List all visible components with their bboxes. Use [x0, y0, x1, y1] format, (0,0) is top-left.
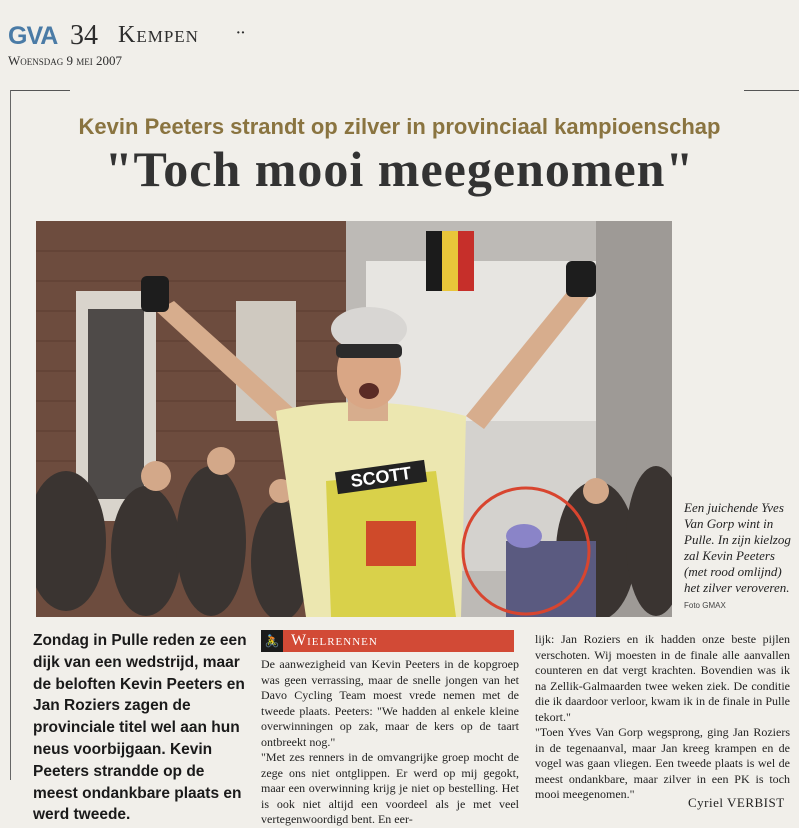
dateline: Woensdag 9 mei 2007	[8, 53, 123, 68]
caption-text: Een juichende Yves Van Gorp wint in Pulle. In zijn kielzog zal Kevin Peeters (met rood omlijnd) het zilver veroveren.	[684, 500, 791, 595]
article-photo	[36, 221, 672, 617]
cyclist-photo-illustration	[36, 221, 672, 617]
photo-caption	[684, 500, 796, 614]
body-paragraph: "Met zes renners in de omvangrijke groep mocht de zege ons niet ontglippen. Er werd op mij gegokt, maar een overwinning krijg je niet op bestelling. Het is ook niet altijd een voordeel als je met veel vertegenwoordigd bent. En eer-	[261, 750, 519, 826]
top-rule-right	[744, 90, 799, 91]
section-name: Kempen	[118, 22, 199, 48]
newspaper-logo: GVA	[8, 22, 58, 50]
rubric-bar	[261, 630, 514, 652]
article-lead: Zondag in Pulle reden ze een dijk van een wedstrijd, maar de beloften Kevin Peeters en Jan Roziers zagen de provinciale titel wel aan hun neus voorbijgaan. Kevin Peeters strandde op de meest ondankbare plaats en werd tweede.	[33, 632, 247, 824]
body-column-3	[535, 632, 790, 803]
body-paragraph: "Toen Yves Van Gorp wegsprong, ging Jan Roziers in de tegenaanval, maar Jan kreeg krampen en de vogel was gaan vliegen. Een tweede plaats is wel de meest ondankbare, maar zilver in een PK is toch mooi meegenomen."	[535, 725, 790, 801]
article-kicker: Kevin Peeters strandt op zilver in provinciaal kampioenschap	[78, 114, 721, 139]
article-headline: "Toch mooi meegenomen"	[104, 141, 695, 197]
section-dots: ··	[236, 26, 246, 41]
body-column-2	[261, 657, 519, 828]
rubric-label: Wielrennen	[283, 630, 514, 652]
photo-credit: Foto GMAX	[684, 601, 726, 610]
cyclist-icon: 🚴	[261, 630, 283, 652]
body-paragraph: lijk: Jan Roziers en ik hadden onze beste pijlen verschoten. Wij moesten in de finale alle aanvallen counteren en dat vergt krachten. Bovendien was ik na Zellik-Galmaarden twee weken ziek. De conditie die ik daardoor verloor, kwam ik in de finale in Pulle tekort."	[535, 632, 790, 724]
top-rule-left	[10, 90, 70, 91]
page-number: 34	[70, 20, 98, 51]
jersey-sponsor-text: SCOTT	[349, 462, 413, 492]
body-paragraph: De aanwezigheid van Kevin Peeters in de kopgroep was geen verrassing, maar de snelle jongen van het Davo Cycling Team moest vrede nemen met de tweede plaats. Peeters: "We hadden al enkele kleine overwinningen op zak, maar de kers op de taart ontbreekt nog."	[261, 657, 519, 749]
byline: Cyriel VERBIST	[688, 795, 785, 810]
